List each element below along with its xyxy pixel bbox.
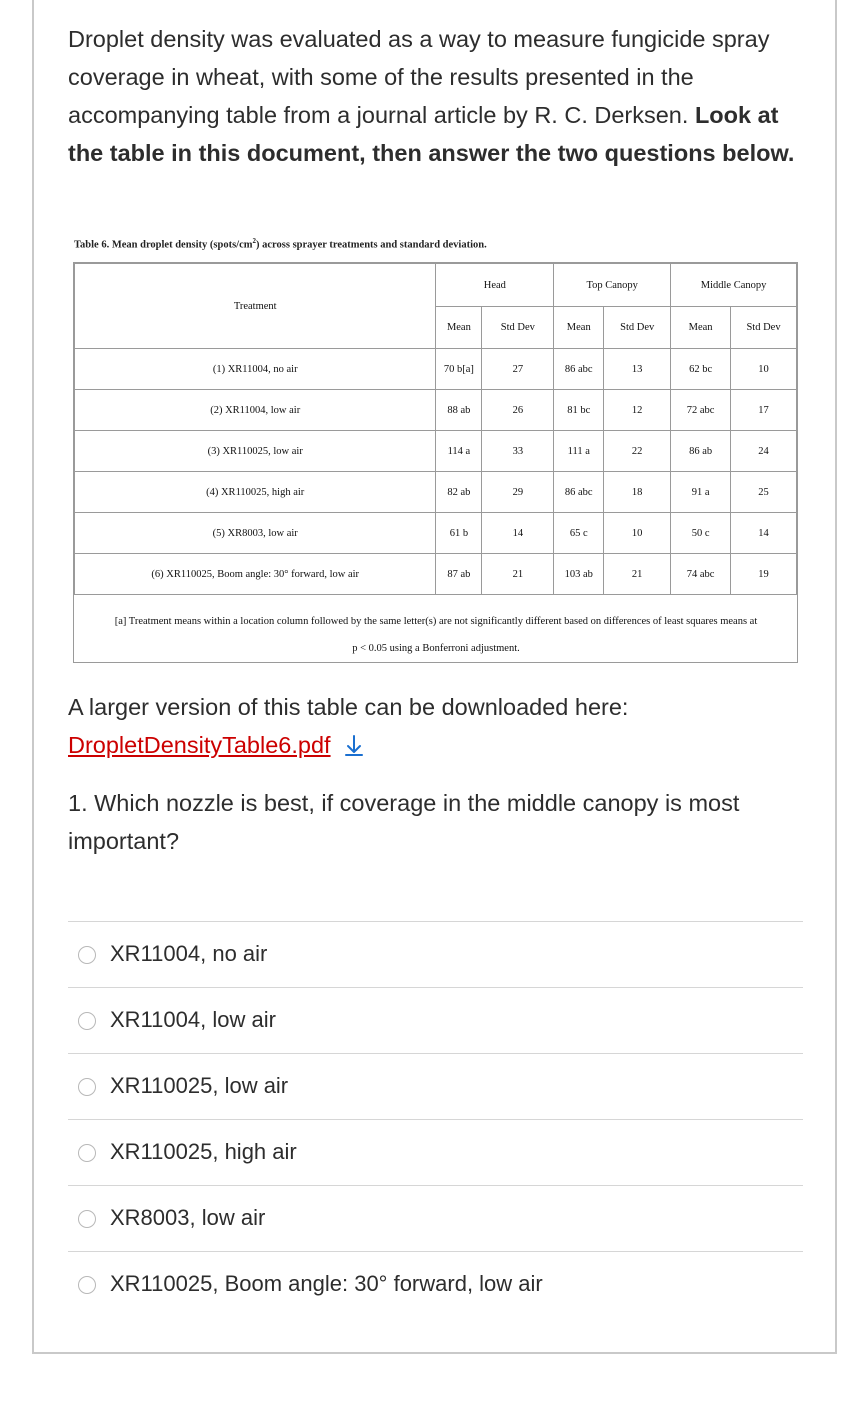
table-cell: 21 [482,554,554,595]
table-cell: 72 abc [671,390,731,431]
intro-paragraph [68,20,798,172]
treatment-cell: (1) XR11004, no air [75,349,436,390]
intro-text: Droplet density was evaluated as a way to measure fungicide spray coverage in wheat, with some of the results presented in the accompanying table from a journal article by R. C. Derksen. [68,26,770,128]
option-label[interactable]: XR110025, low air [110,1073,289,1098]
table-cell: 26 [482,390,554,431]
table-cell: 10 [731,349,797,390]
radio-button[interactable] [78,1012,96,1030]
download-arrow-icon[interactable] [337,733,365,758]
subheader: Mean [436,307,482,349]
treatment-cell: (5) XR8003, low air [75,513,436,554]
table-cell: 81 bc [554,390,604,431]
table-cell: 25 [731,472,797,513]
question-text: 1. Which nozzle is best, if coverage in the middle canopy is most important? [68,790,740,854]
download-text: A larger version of this table can be downloaded here: [68,694,629,720]
droplet-density-table-image [73,262,798,663]
table-cell: 29 [482,472,554,513]
treatment-header: Treatment [75,264,436,349]
subheader: Std Dev [604,307,671,349]
table-cell: 65 c [554,513,604,554]
table-cell: 74 abc [671,554,731,595]
answer-option[interactable] [68,987,803,1053]
footnote-line: [a] Treatment means within a location column followed by the same letter(s) are not significantly different based on differences of least squares means at [114,616,758,627]
answer-option[interactable] [68,1251,803,1317]
table-cell: 18 [604,472,671,513]
intro-instruction: Look at the table in this document, then answer the two questions below. [68,102,795,166]
option-label[interactable]: XR11004, low air [110,1007,276,1032]
option-label[interactable]: XR8003, low air [110,1205,266,1230]
answer-option[interactable] [68,1185,803,1251]
table-row [75,554,797,595]
table-cell: 61 b [436,513,482,554]
table-cell: 10 [604,513,671,554]
table-row [75,349,797,390]
table-cell: 50 c [671,513,731,554]
group-middle-canopy: Middle Canopy [671,264,797,307]
caption-text-end: ) across sprayer treatments and standard deviation. [256,239,487,251]
download-link[interactable]: DropletDensityTable6.pdf [68,732,331,758]
table-caption [74,237,487,251]
table-cell: 86 abc [554,472,604,513]
table-cell: 62 bc [671,349,731,390]
table-cell: 19 [731,554,797,595]
table-cell: 33 [482,431,554,472]
answer-option[interactable] [68,1119,803,1185]
table-cell: 14 [731,513,797,554]
subheader: Mean [554,307,604,349]
table-cell: 22 [604,431,671,472]
answer-option[interactable] [68,1053,803,1119]
table-cell: 14 [482,513,554,554]
treatment-cell: (6) XR110025, Boom angle: 30° forward, low air [75,554,436,595]
table-cell: 12 [604,390,671,431]
droplet-density-table [74,263,797,595]
radio-button[interactable] [78,1210,96,1228]
table-row [75,513,797,554]
caption-text: Table 6. Mean droplet density (spots/cm [74,239,253,251]
table-cell: 86 abc [554,349,604,390]
table-footnote [78,608,794,662]
treatment-cell: (3) XR110025, low air [75,431,436,472]
table-cell: 82 ab [436,472,482,513]
subheader: Mean [671,307,731,349]
table-cell: 27 [482,349,554,390]
table-row [75,472,797,513]
option-label[interactable]: XR11004, no air [110,941,268,966]
radio-button[interactable] [78,946,96,964]
table-cell: 70 b[a] [436,349,482,390]
option-label[interactable]: XR110025, Boom angle: 30° forward, low air [110,1271,543,1296]
table-cell: 103 ab [554,554,604,595]
table-cell: 91 a [671,472,731,513]
table-cell: 111 a [554,431,604,472]
table-cell: 88 ab [436,390,482,431]
table-cell: 24 [731,431,797,472]
radio-button[interactable] [78,1078,96,1096]
radio-button[interactable] [78,1276,96,1294]
table-cell: 87 ab [436,554,482,595]
table-cell: 21 [604,554,671,595]
group-head: Head [436,264,554,307]
subheader: Std Dev [482,307,554,349]
answer-option[interactable] [68,921,803,987]
table-row [75,431,797,472]
treatment-cell: (4) XR110025, high air [75,472,436,513]
option-label[interactable]: XR110025, high air [110,1139,297,1164]
table-row [75,390,797,431]
table-cell: 17 [731,390,797,431]
radio-button[interactable] [78,1144,96,1162]
table-cell: 86 ab [671,431,731,472]
subheader: Std Dev [731,307,797,349]
treatment-cell: (2) XR11004, low air [75,390,436,431]
table-cell: 114 a [436,431,482,472]
answer-options [68,921,803,1317]
download-paragraph [68,688,798,765]
caption-superscript: 2 [252,237,257,245]
footnote-line: p < 0.05 using a Bonferroni adjustment. [352,643,520,654]
group-top-canopy: Top Canopy [554,264,671,307]
table-cell: 13 [604,349,671,390]
